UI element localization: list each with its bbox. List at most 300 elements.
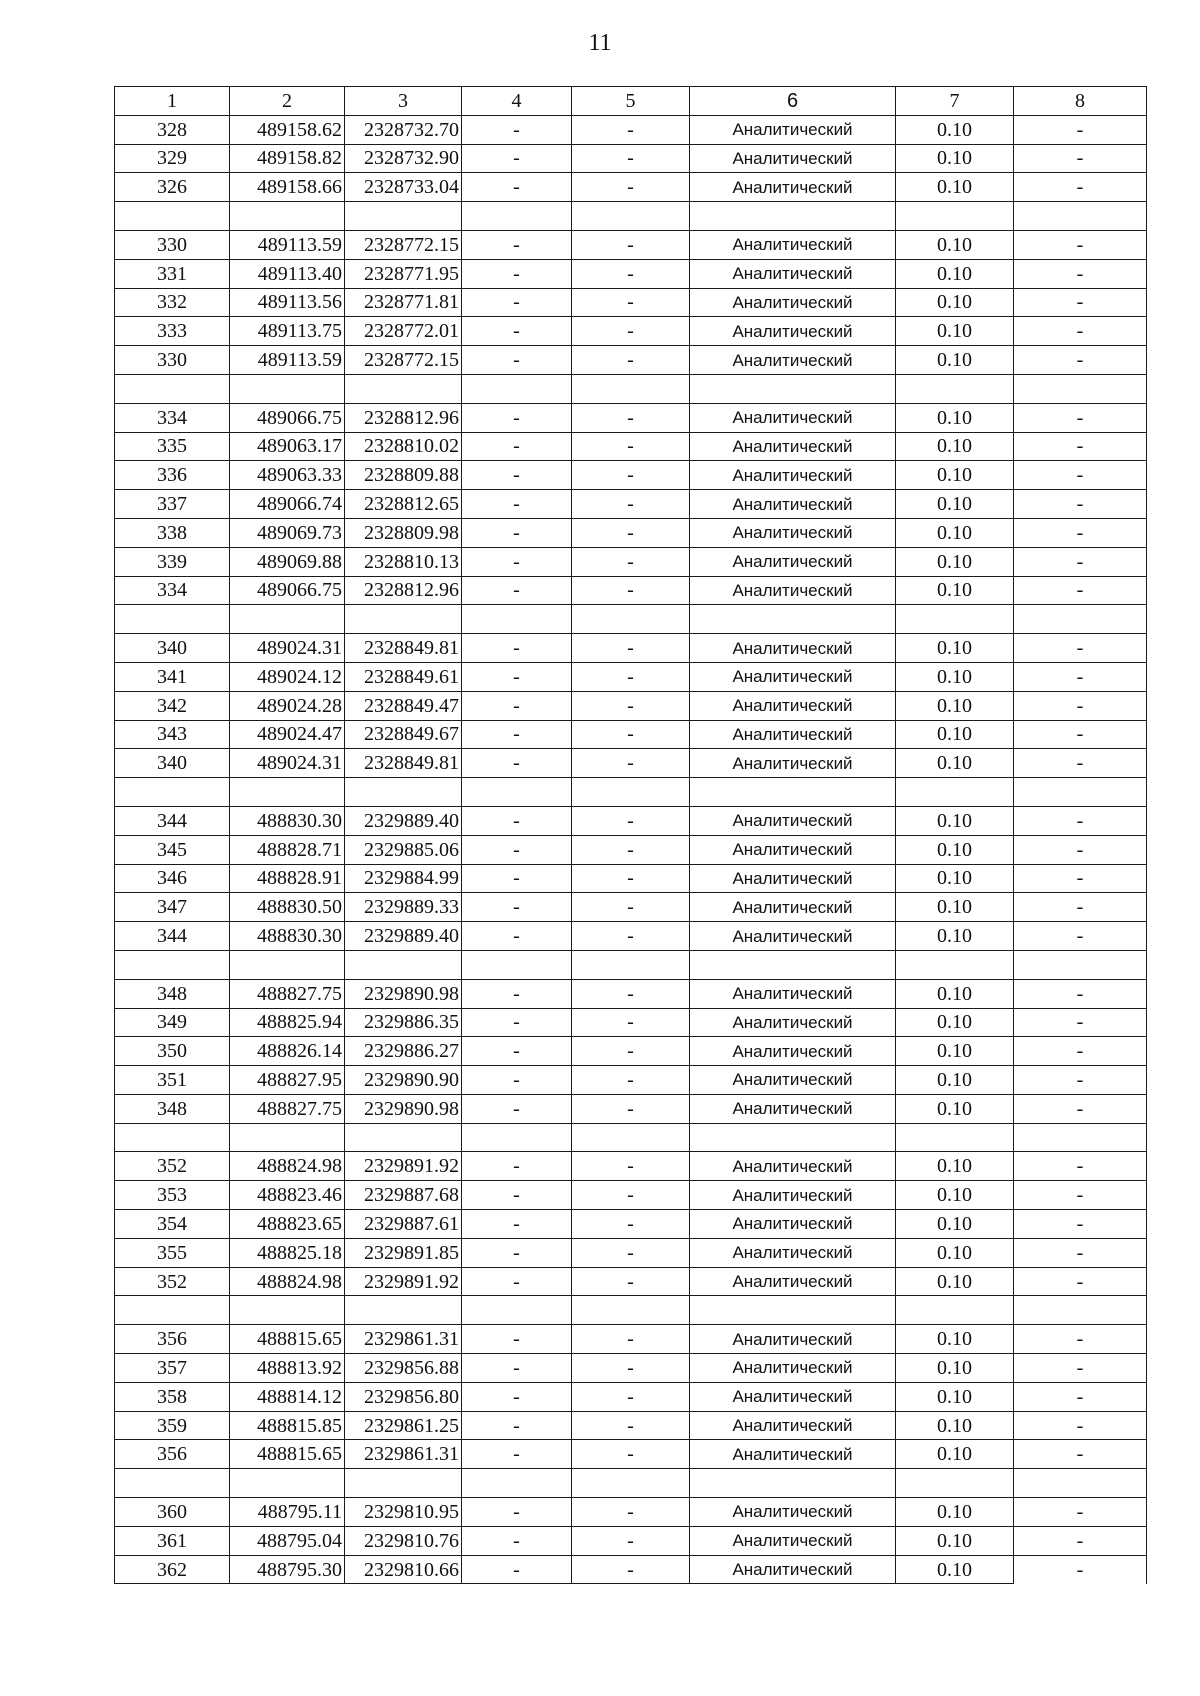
y-coordinate-cell: 2329889.33 [345, 893, 462, 922]
col4-cell: - [462, 1498, 572, 1527]
y-coordinate-cell: 2329856.88 [345, 1354, 462, 1383]
method-cell: Аналитический [690, 432, 896, 461]
point-number-cell: 328 [115, 115, 230, 144]
col4-cell [462, 374, 572, 403]
y-coordinate-cell: 2329890.98 [345, 979, 462, 1008]
y-coordinate-cell [345, 778, 462, 807]
method-cell: Аналитический [690, 1238, 896, 1267]
method-cell: Аналитический [690, 1440, 896, 1469]
method-cell: Аналитический [690, 1181, 896, 1210]
col4-cell: - [462, 1008, 572, 1037]
col5-cell: - [572, 403, 690, 432]
col8-cell: - [1014, 893, 1147, 922]
x-coordinate-cell: 489066.75 [230, 403, 345, 432]
method-cell: Аналитический [690, 1382, 896, 1411]
point-number-cell: 348 [115, 1094, 230, 1123]
table-header-row [115, 87, 1147, 116]
y-coordinate-cell: 2329856.80 [345, 1382, 462, 1411]
y-coordinate-cell: 2329885.06 [345, 835, 462, 864]
x-coordinate-cell: 488828.91 [230, 864, 345, 893]
col8-cell: - [1014, 1354, 1147, 1383]
col4-cell: - [462, 461, 572, 490]
col5-cell: - [572, 662, 690, 691]
col8-cell: - [1014, 259, 1147, 288]
table-row [115, 173, 1147, 202]
accuracy-cell: 0.10 [896, 1210, 1014, 1239]
col8-cell: - [1014, 1210, 1147, 1239]
col4-cell: - [462, 1382, 572, 1411]
accuracy-cell: 0.10 [896, 115, 1014, 144]
point-number-cell: 357 [115, 1354, 230, 1383]
accuracy-cell: 0.10 [896, 403, 1014, 432]
col5-cell: - [572, 1498, 690, 1527]
col4-cell: - [462, 1037, 572, 1066]
table-row [115, 1498, 1147, 1527]
table-row [115, 835, 1147, 864]
col4-cell: - [462, 691, 572, 720]
x-coordinate-cell: 489024.47 [230, 720, 345, 749]
column-header: 8 [1014, 87, 1147, 116]
y-coordinate-cell: 2328732.90 [345, 144, 462, 173]
point-number-cell: 343 [115, 720, 230, 749]
col5-cell: - [572, 346, 690, 375]
accuracy-cell: 0.10 [896, 1354, 1014, 1383]
y-coordinate-cell: 2329890.98 [345, 1094, 462, 1123]
col5-cell: - [572, 461, 690, 490]
col5-cell: - [572, 634, 690, 663]
col4-cell: - [462, 173, 572, 202]
x-coordinate-cell: 488830.30 [230, 922, 345, 951]
accuracy-cell: 0.10 [896, 835, 1014, 864]
method-cell: Аналитический [690, 490, 896, 519]
method-cell: Аналитический [690, 749, 896, 778]
col8-cell: - [1014, 1238, 1147, 1267]
method-cell: Аналитический [690, 835, 896, 864]
y-coordinate-cell [345, 1469, 462, 1498]
point-number-cell: 356 [115, 1325, 230, 1354]
separator-row [115, 778, 1147, 807]
point-number-cell: 348 [115, 979, 230, 1008]
accuracy-cell: 0.10 [896, 979, 1014, 1008]
x-coordinate-cell: 489063.17 [230, 432, 345, 461]
col4-cell: - [462, 893, 572, 922]
y-coordinate-cell: 2329886.35 [345, 1008, 462, 1037]
col8-cell: - [1014, 1267, 1147, 1296]
x-coordinate-cell [230, 778, 345, 807]
method-cell: Аналитический [690, 662, 896, 691]
col5-cell: - [572, 518, 690, 547]
col5-cell: - [572, 749, 690, 778]
y-coordinate-cell: 2328812.96 [345, 576, 462, 605]
col5-cell [572, 374, 690, 403]
x-coordinate-cell: 489066.74 [230, 490, 345, 519]
x-coordinate-cell: 489024.12 [230, 662, 345, 691]
x-coordinate-cell [230, 1296, 345, 1325]
table-row [115, 979, 1147, 1008]
col5-cell: - [572, 1440, 690, 1469]
x-coordinate-cell: 488814.12 [230, 1382, 345, 1411]
x-coordinate-cell: 488795.04 [230, 1526, 345, 1555]
col8-cell: - [1014, 720, 1147, 749]
table-row [115, 1181, 1147, 1210]
point-number-cell: 356 [115, 1440, 230, 1469]
method-cell: Аналитический [690, 317, 896, 346]
point-number-cell: 337 [115, 490, 230, 519]
col4-cell: - [462, 1238, 572, 1267]
col8-cell: - [1014, 115, 1147, 144]
col5-cell: - [572, 432, 690, 461]
table-row [115, 288, 1147, 317]
column-header: 7 [896, 87, 1014, 116]
table-row [115, 1325, 1147, 1354]
col8-cell: - [1014, 662, 1147, 691]
col8-cell: - [1014, 1181, 1147, 1210]
point-number-cell: 329 [115, 144, 230, 173]
y-coordinate-cell [345, 605, 462, 634]
table-row [115, 1238, 1147, 1267]
point-number-cell: 330 [115, 230, 230, 259]
point-number-cell: 361 [115, 1526, 230, 1555]
col4-cell: - [462, 1267, 572, 1296]
accuracy-cell: 0.10 [896, 1094, 1014, 1123]
method-cell [690, 202, 896, 231]
y-coordinate-cell: 2328772.01 [345, 317, 462, 346]
col4-cell: - [462, 922, 572, 951]
point-number-cell: 352 [115, 1152, 230, 1181]
table-row [115, 749, 1147, 778]
accuracy-cell [896, 1469, 1014, 1498]
method-cell: Аналитический [690, 576, 896, 605]
col5-cell: - [572, 922, 690, 951]
point-number-cell: 350 [115, 1037, 230, 1066]
y-coordinate-cell: 2328809.98 [345, 518, 462, 547]
x-coordinate-cell [230, 202, 345, 231]
point-number-cell: 326 [115, 173, 230, 202]
table-row [115, 346, 1147, 375]
x-coordinate-cell: 489069.73 [230, 518, 345, 547]
table-row [115, 461, 1147, 490]
method-cell: Аналитический [690, 115, 896, 144]
x-coordinate-cell: 488830.50 [230, 893, 345, 922]
point-number-cell: 349 [115, 1008, 230, 1037]
col5-cell: - [572, 259, 690, 288]
x-coordinate-cell: 488826.14 [230, 1037, 345, 1066]
method-cell: Аналитический [690, 720, 896, 749]
col5-cell: - [572, 1066, 690, 1095]
col5-cell: - [572, 1238, 690, 1267]
col5-cell: - [572, 230, 690, 259]
point-number-cell: 354 [115, 1210, 230, 1239]
y-coordinate-cell: 2328849.47 [345, 691, 462, 720]
x-coordinate-cell: 488795.30 [230, 1555, 345, 1584]
col4-cell [462, 605, 572, 634]
col5-cell: - [572, 1325, 690, 1354]
table-row [115, 1526, 1147, 1555]
col5-cell: - [572, 806, 690, 835]
col4-cell: - [462, 1210, 572, 1239]
col5-cell [572, 605, 690, 634]
point-number-cell [115, 950, 230, 979]
x-coordinate-cell: 488830.30 [230, 806, 345, 835]
method-cell [690, 605, 896, 634]
col4-cell: - [462, 1066, 572, 1095]
col4-cell: - [462, 806, 572, 835]
separator-row [115, 1469, 1147, 1498]
col5-cell: - [572, 1354, 690, 1383]
y-coordinate-cell: 2328810.02 [345, 432, 462, 461]
method-cell: Аналитический [690, 1152, 896, 1181]
point-number-cell: 360 [115, 1498, 230, 1527]
col4-cell: - [462, 1555, 572, 1584]
col5-cell: - [572, 1181, 690, 1210]
table-row [115, 634, 1147, 663]
table-row [115, 720, 1147, 749]
col5-cell: - [572, 144, 690, 173]
x-coordinate-cell: 488795.11 [230, 1498, 345, 1527]
point-number-cell [115, 1296, 230, 1325]
point-number-cell: 362 [115, 1555, 230, 1584]
table-row [115, 144, 1147, 173]
col8-cell: - [1014, 1555, 1147, 1584]
accuracy-cell: 0.10 [896, 1555, 1014, 1584]
accuracy-cell: 0.10 [896, 806, 1014, 835]
col5-cell: - [572, 1382, 690, 1411]
x-coordinate-cell [230, 950, 345, 979]
col4-cell: - [462, 490, 572, 519]
col5-cell: - [572, 115, 690, 144]
method-cell: Аналитический [690, 864, 896, 893]
table-row [115, 1267, 1147, 1296]
col8-cell [1014, 950, 1147, 979]
method-cell: Аналитический [690, 1354, 896, 1383]
col4-cell: - [462, 864, 572, 893]
y-coordinate-cell: 2328849.81 [345, 634, 462, 663]
accuracy-cell [896, 950, 1014, 979]
col5-cell: - [572, 1210, 690, 1239]
accuracy-cell: 0.10 [896, 1066, 1014, 1095]
x-coordinate-cell: 488813.92 [230, 1354, 345, 1383]
y-coordinate-cell: 2329891.92 [345, 1152, 462, 1181]
y-coordinate-cell: 2328812.96 [345, 403, 462, 432]
table-row [115, 1094, 1147, 1123]
column-header: 4 [462, 87, 572, 116]
method-cell: Аналитический [690, 547, 896, 576]
table-row [115, 1152, 1147, 1181]
col8-cell: - [1014, 1411, 1147, 1440]
col5-cell: - [572, 1555, 690, 1584]
col5-cell: - [572, 173, 690, 202]
col4-cell: - [462, 259, 572, 288]
accuracy-cell: 0.10 [896, 749, 1014, 778]
point-number-cell: 335 [115, 432, 230, 461]
separator-row [115, 605, 1147, 634]
col5-cell: - [572, 893, 690, 922]
table-row [115, 432, 1147, 461]
col5-cell: - [572, 1267, 690, 1296]
method-cell: Аналитический [690, 1210, 896, 1239]
x-coordinate-cell: 489063.33 [230, 461, 345, 490]
x-coordinate-cell: 489066.75 [230, 576, 345, 605]
col5-cell: - [572, 1037, 690, 1066]
col4-cell: - [462, 576, 572, 605]
method-cell: Аналитический [690, 1555, 896, 1584]
col4-cell: - [462, 749, 572, 778]
method-cell: Аналитический [690, 173, 896, 202]
y-coordinate-cell: 2329889.40 [345, 922, 462, 951]
y-coordinate-cell: 2329861.25 [345, 1411, 462, 1440]
y-coordinate-cell [345, 950, 462, 979]
point-number-cell: 351 [115, 1066, 230, 1095]
col4-cell: - [462, 1152, 572, 1181]
accuracy-cell [896, 1296, 1014, 1325]
x-coordinate-cell: 489024.28 [230, 691, 345, 720]
method-cell: Аналитический [690, 1267, 896, 1296]
col4-cell: - [462, 1094, 572, 1123]
accuracy-cell: 0.10 [896, 864, 1014, 893]
accuracy-cell [896, 374, 1014, 403]
accuracy-cell: 0.10 [896, 1382, 1014, 1411]
col5-cell [572, 202, 690, 231]
col8-cell: - [1014, 576, 1147, 605]
y-coordinate-cell: 2329861.31 [345, 1440, 462, 1469]
method-cell: Аналитический [690, 403, 896, 432]
x-coordinate-cell: 489069.88 [230, 547, 345, 576]
y-coordinate-cell: 2329861.31 [345, 1325, 462, 1354]
col4-cell: - [462, 547, 572, 576]
y-coordinate-cell: 2329810.66 [345, 1555, 462, 1584]
table-row [115, 1411, 1147, 1440]
x-coordinate-cell: 488827.75 [230, 1094, 345, 1123]
col4-cell: - [462, 115, 572, 144]
col5-cell: - [572, 864, 690, 893]
x-coordinate-cell: 488815.65 [230, 1440, 345, 1469]
col8-cell: - [1014, 1526, 1147, 1555]
col5-cell: - [572, 317, 690, 346]
col8-cell: - [1014, 230, 1147, 259]
col5-cell [572, 1296, 690, 1325]
accuracy-cell: 0.10 [896, 1411, 1014, 1440]
point-number-cell: 353 [115, 1181, 230, 1210]
y-coordinate-cell: 2328812.65 [345, 490, 462, 519]
point-number-cell: 352 [115, 1267, 230, 1296]
table-row [115, 1555, 1147, 1584]
accuracy-cell [896, 202, 1014, 231]
point-number-cell [115, 778, 230, 807]
method-cell [690, 374, 896, 403]
col8-cell: - [1014, 490, 1147, 519]
coordinates-table [114, 86, 1147, 1584]
accuracy-cell: 0.10 [896, 1526, 1014, 1555]
col4-cell: - [462, 979, 572, 1008]
col8-cell: - [1014, 1152, 1147, 1181]
accuracy-cell [896, 605, 1014, 634]
table-row [115, 576, 1147, 605]
col4-cell: - [462, 317, 572, 346]
y-coordinate-cell: 2329891.85 [345, 1238, 462, 1267]
table-row [115, 403, 1147, 432]
accuracy-cell: 0.10 [896, 547, 1014, 576]
col4-cell: - [462, 1181, 572, 1210]
x-coordinate-cell: 488824.98 [230, 1152, 345, 1181]
table-row [115, 691, 1147, 720]
point-number-cell: 342 [115, 691, 230, 720]
x-coordinate-cell: 489113.40 [230, 259, 345, 288]
point-number-cell: 355 [115, 1238, 230, 1267]
col8-cell: - [1014, 1037, 1147, 1066]
method-cell: Аналитический [690, 1411, 896, 1440]
table-row [115, 230, 1147, 259]
accuracy-cell: 0.10 [896, 461, 1014, 490]
point-number-cell: 339 [115, 547, 230, 576]
col5-cell: - [572, 490, 690, 519]
accuracy-cell [896, 778, 1014, 807]
accuracy-cell: 0.10 [896, 518, 1014, 547]
y-coordinate-cell: 2329890.90 [345, 1066, 462, 1095]
accuracy-cell: 0.10 [896, 230, 1014, 259]
col4-cell: - [462, 403, 572, 432]
y-coordinate-cell: 2329889.40 [345, 806, 462, 835]
accuracy-cell: 0.10 [896, 1498, 1014, 1527]
x-coordinate-cell [230, 1123, 345, 1152]
method-cell: Аналитический [690, 1325, 896, 1354]
col5-cell: - [572, 1008, 690, 1037]
x-coordinate-cell: 488815.65 [230, 1325, 345, 1354]
x-coordinate-cell: 489024.31 [230, 634, 345, 663]
col4-cell [462, 1296, 572, 1325]
col4-cell: - [462, 518, 572, 547]
y-coordinate-cell: 2329810.95 [345, 1498, 462, 1527]
col8-cell: - [1014, 1066, 1147, 1095]
accuracy-cell: 0.10 [896, 691, 1014, 720]
point-number-cell: 336 [115, 461, 230, 490]
x-coordinate-cell: 488827.95 [230, 1066, 345, 1095]
col8-cell: - [1014, 547, 1147, 576]
x-coordinate-cell: 488825.18 [230, 1238, 345, 1267]
col8-cell: - [1014, 317, 1147, 346]
table-row [115, 115, 1147, 144]
method-cell: Аналитический [690, 979, 896, 1008]
y-coordinate-cell: 2329891.92 [345, 1267, 462, 1296]
accuracy-cell: 0.10 [896, 1267, 1014, 1296]
point-number-cell: 340 [115, 634, 230, 663]
point-number-cell: 338 [115, 518, 230, 547]
table-row [115, 1382, 1147, 1411]
col4-cell: - [462, 1325, 572, 1354]
x-coordinate-cell: 489113.59 [230, 346, 345, 375]
separator-row [115, 950, 1147, 979]
point-number-cell: 346 [115, 864, 230, 893]
table-row [115, 259, 1147, 288]
col5-cell: - [572, 979, 690, 1008]
accuracy-cell: 0.10 [896, 259, 1014, 288]
accuracy-cell: 0.10 [896, 346, 1014, 375]
col5-cell: - [572, 288, 690, 317]
accuracy-cell: 0.10 [896, 173, 1014, 202]
col5-cell [572, 950, 690, 979]
col4-cell: - [462, 1526, 572, 1555]
separator-row [115, 202, 1147, 231]
col5-cell [572, 1123, 690, 1152]
table-row [115, 922, 1147, 951]
col4-cell: - [462, 144, 572, 173]
col8-cell: - [1014, 691, 1147, 720]
point-number-cell: 347 [115, 893, 230, 922]
col8-cell: - [1014, 288, 1147, 317]
table-row [115, 1066, 1147, 1095]
point-number-cell: 345 [115, 835, 230, 864]
point-number-cell: 330 [115, 346, 230, 375]
x-coordinate-cell: 488825.94 [230, 1008, 345, 1037]
